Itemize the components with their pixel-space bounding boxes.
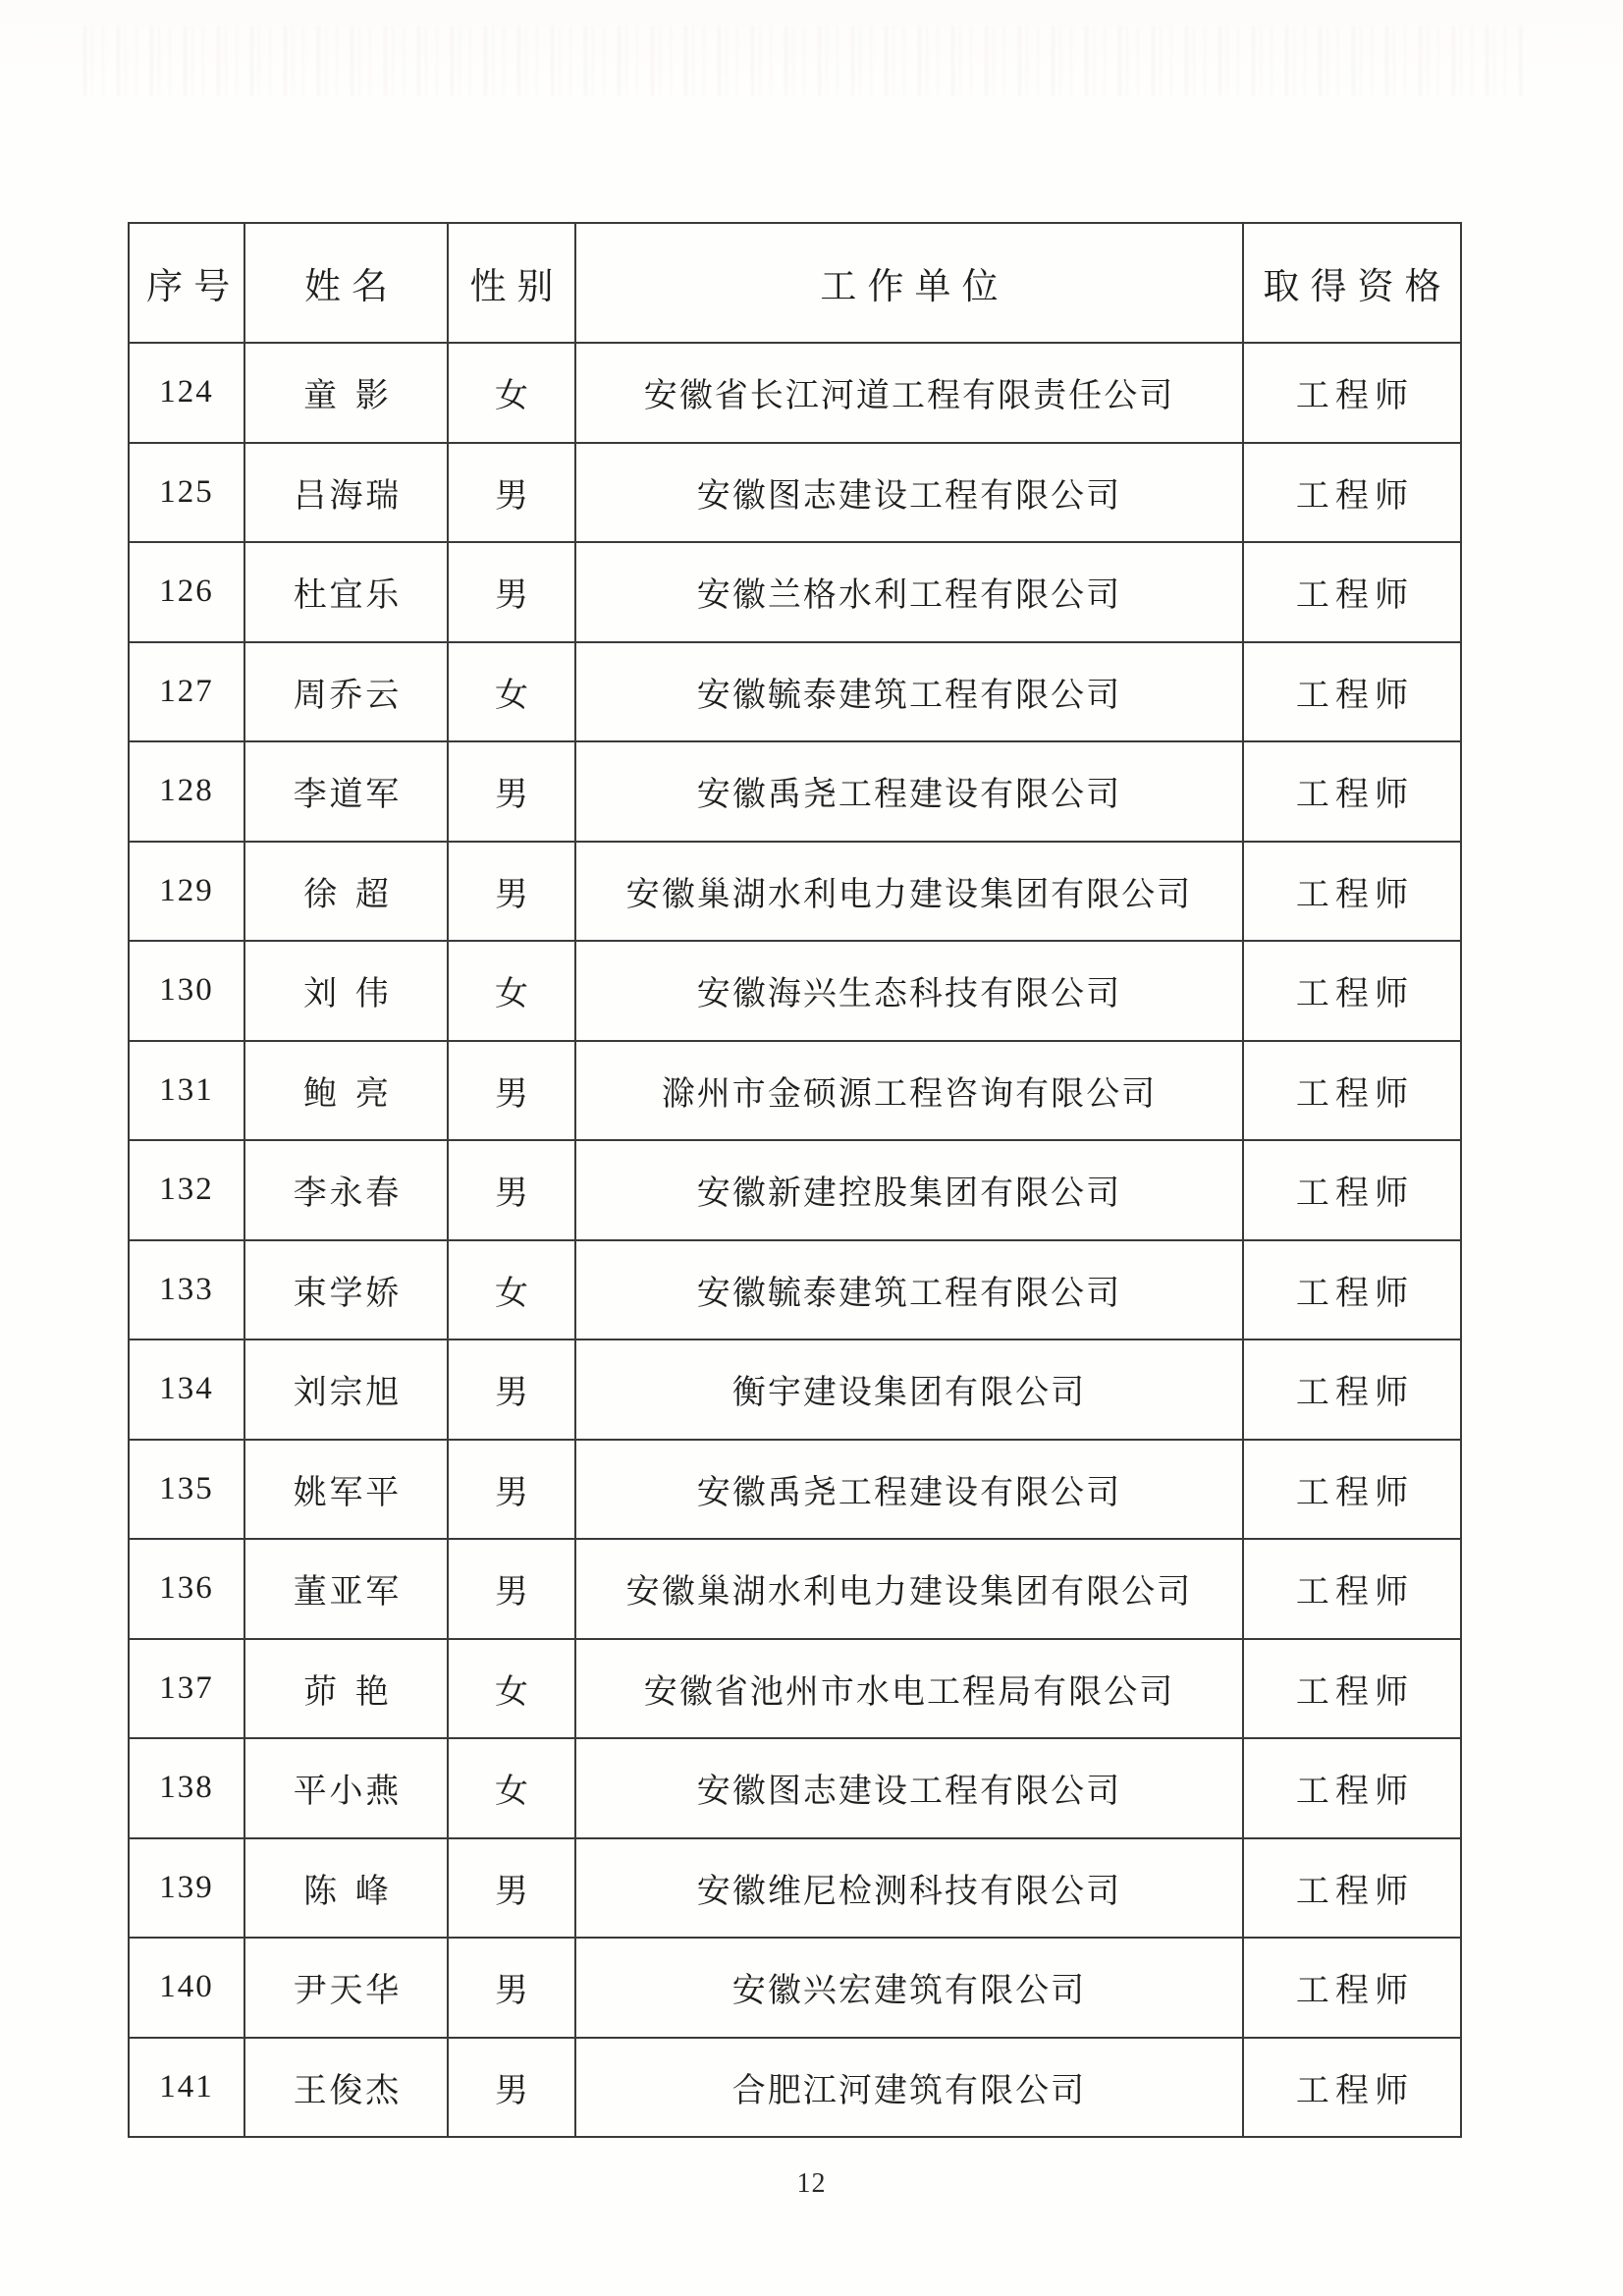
cell-company: 衡宇建设集团有限公司 — [575, 1339, 1243, 1440]
cell-qualification: 工程师 — [1243, 1639, 1461, 1739]
cell-qualification: 工程师 — [1243, 1140, 1461, 1240]
cell-company: 合肥江河建筑有限公司 — [575, 2038, 1243, 2138]
header-gender: 性别 — [448, 223, 575, 343]
cell-gender: 男 — [448, 1041, 575, 1141]
cell-name: 杜宜乐 — [244, 542, 448, 642]
cell-gender: 男 — [448, 1339, 575, 1440]
table-row — [129, 2038, 1461, 2138]
cell-serial: 129 — [129, 842, 244, 942]
table-row — [129, 1140, 1461, 1240]
cell-name: 童影 — [244, 343, 448, 443]
table-row — [129, 1539, 1461, 1639]
table-header — [129, 223, 1461, 343]
cell-gender: 男 — [448, 1140, 575, 1240]
cell-company: 安徽毓泰建筑工程有限公司 — [575, 642, 1243, 742]
table-body — [129, 343, 1461, 2137]
cell-qualification: 工程师 — [1243, 1041, 1461, 1141]
table-row — [129, 542, 1461, 642]
cell-name: 周乔云 — [244, 642, 448, 742]
table-row — [129, 343, 1461, 443]
cell-serial: 139 — [129, 1838, 244, 1939]
cell-gender: 女 — [448, 642, 575, 742]
header-serial: 序号 — [129, 223, 244, 343]
cell-qualification: 工程师 — [1243, 1738, 1461, 1838]
cell-gender: 女 — [448, 1738, 575, 1838]
cell-qualification: 工程师 — [1243, 1440, 1461, 1540]
cell-gender: 男 — [448, 443, 575, 543]
table-row — [129, 443, 1461, 543]
roster-table — [128, 222, 1462, 2138]
cell-qualification: 工程师 — [1243, 842, 1461, 942]
cell-gender: 男 — [448, 741, 575, 842]
table-row — [129, 842, 1461, 942]
table-row — [129, 941, 1461, 1041]
cell-name: 平小燕 — [244, 1738, 448, 1838]
header-company: 工作单位 — [575, 223, 1243, 343]
cell-serial: 124 — [129, 343, 244, 443]
table-row — [129, 642, 1461, 742]
cell-serial: 137 — [129, 1639, 244, 1739]
cell-serial: 133 — [129, 1240, 244, 1340]
cell-qualification: 工程师 — [1243, 1339, 1461, 1440]
page-number: 12 — [796, 2168, 827, 2199]
cell-qualification: 工程师 — [1243, 642, 1461, 742]
cell-serial: 130 — [129, 941, 244, 1041]
cell-company: 安徽禹尧工程建设有限公司 — [575, 1440, 1243, 1540]
cell-serial: 131 — [129, 1041, 244, 1141]
cell-company: 滁州市金硕源工程咨询有限公司 — [575, 1041, 1243, 1141]
cell-company: 安徽维尼检测科技有限公司 — [575, 1838, 1243, 1939]
table-row — [129, 1639, 1461, 1739]
cell-serial: 138 — [129, 1738, 244, 1838]
cell-serial: 127 — [129, 642, 244, 742]
cell-name: 王俊杰 — [244, 2038, 448, 2138]
cell-name: 刘宗旭 — [244, 1339, 448, 1440]
cell-name: 董亚军 — [244, 1539, 448, 1639]
cell-name: 李道军 — [244, 741, 448, 842]
cell-company: 安徽图志建设工程有限公司 — [575, 1738, 1243, 1838]
table-row — [129, 1738, 1461, 1838]
table-row — [129, 1440, 1461, 1540]
cell-serial: 136 — [129, 1539, 244, 1639]
table-row — [129, 1838, 1461, 1939]
cell-serial: 125 — [129, 443, 244, 543]
cell-name: 刘伟 — [244, 941, 448, 1041]
cell-gender: 女 — [448, 941, 575, 1041]
cell-company: 安徽毓泰建筑工程有限公司 — [575, 1240, 1243, 1340]
cell-gender: 男 — [448, 842, 575, 942]
cell-serial: 128 — [129, 741, 244, 842]
cell-company: 安徽海兴生态科技有限公司 — [575, 941, 1243, 1041]
cell-name: 李永春 — [244, 1140, 448, 1240]
table-row — [129, 1240, 1461, 1340]
cell-gender: 女 — [448, 1240, 575, 1340]
cell-serial: 134 — [129, 1339, 244, 1440]
cell-name: 茆艳 — [244, 1639, 448, 1739]
cell-qualification: 工程师 — [1243, 343, 1461, 443]
cell-name: 尹天华 — [244, 1938, 448, 2038]
cell-name: 陈峰 — [244, 1838, 448, 1939]
cell-qualification: 工程师 — [1243, 1938, 1461, 2038]
cell-company: 安徽巢湖水利电力建设集团有限公司 — [575, 842, 1243, 942]
cell-name: 鲍亮 — [244, 1041, 448, 1141]
cell-company: 安徽新建控股集团有限公司 — [575, 1140, 1243, 1240]
cell-name: 徐超 — [244, 842, 448, 942]
cell-company: 安徽省长江河道工程有限责任公司 — [575, 343, 1243, 443]
cell-gender: 男 — [448, 1440, 575, 1540]
cell-serial: 141 — [129, 2038, 244, 2138]
cell-qualification: 工程师 — [1243, 941, 1461, 1041]
cell-qualification: 工程师 — [1243, 1838, 1461, 1939]
header-row — [129, 223, 1461, 343]
cell-company: 安徽图志建设工程有限公司 — [575, 443, 1243, 543]
scan-artifact — [83, 26, 1527, 96]
cell-company: 安徽巢湖水利电力建设集团有限公司 — [575, 1539, 1243, 1639]
cell-name: 吕海瑞 — [244, 443, 448, 543]
cell-qualification: 工程师 — [1243, 1539, 1461, 1639]
cell-name: 束学娇 — [244, 1240, 448, 1340]
cell-serial: 140 — [129, 1938, 244, 2038]
cell-serial: 126 — [129, 542, 244, 642]
cell-qualification: 工程师 — [1243, 2038, 1461, 2138]
cell-gender: 男 — [448, 1938, 575, 2038]
cell-qualification: 工程师 — [1243, 741, 1461, 842]
table-row — [129, 741, 1461, 842]
cell-company: 安徽兰格水利工程有限公司 — [575, 542, 1243, 642]
cell-serial: 135 — [129, 1440, 244, 1540]
cell-gender: 男 — [448, 2038, 575, 2138]
header-qualification: 取得资格 — [1243, 223, 1461, 343]
cell-gender: 男 — [448, 1838, 575, 1939]
cell-company: 安徽省池州市水电工程局有限公司 — [575, 1639, 1243, 1739]
cell-company: 安徽兴宏建筑有限公司 — [575, 1938, 1243, 2038]
table-row — [129, 1938, 1461, 2038]
cell-company: 安徽禹尧工程建设有限公司 — [575, 741, 1243, 842]
table-row — [129, 1041, 1461, 1141]
cell-gender: 男 — [448, 1539, 575, 1639]
header-name: 姓名 — [244, 223, 448, 343]
cell-gender: 男 — [448, 542, 575, 642]
cell-qualification: 工程师 — [1243, 443, 1461, 543]
cell-gender: 女 — [448, 1639, 575, 1739]
cell-qualification: 工程师 — [1243, 1240, 1461, 1340]
cell-qualification: 工程师 — [1243, 542, 1461, 642]
cell-name: 姚军平 — [244, 1440, 448, 1540]
cell-gender: 女 — [448, 343, 575, 443]
cell-serial: 132 — [129, 1140, 244, 1240]
table-row — [129, 1339, 1461, 1440]
